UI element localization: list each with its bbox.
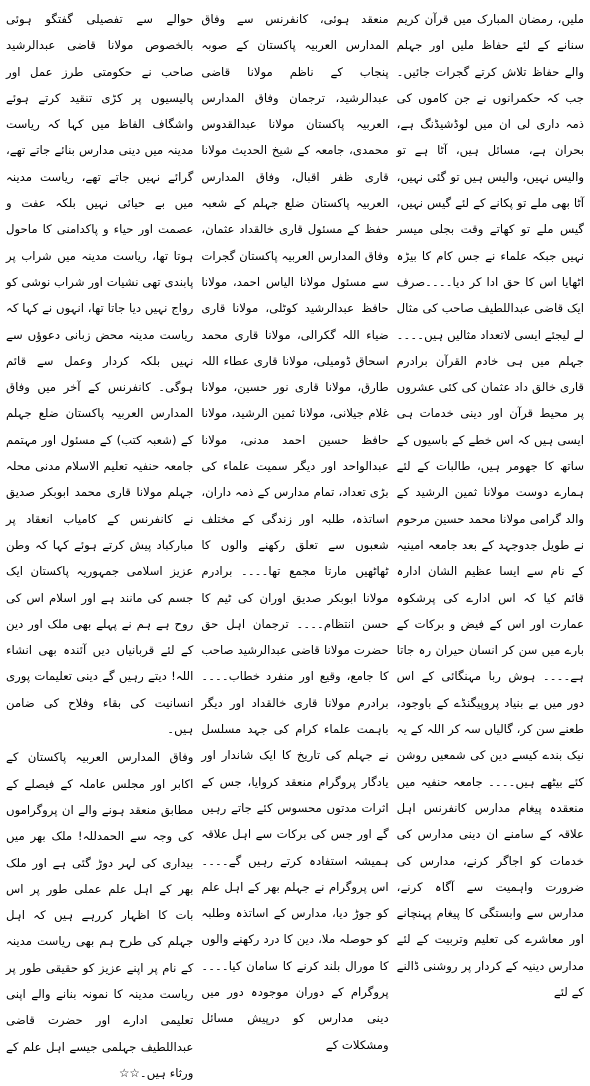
article-column-left	[6, 6, 194, 1080]
column-paragraph: منعقد ہوئی، کانفرنس سے وفاق المدارس العربیہ پاکستان کے صوبہ پنجاب کے ناظم مولانا قاضی عبدالرشید، ترجمان وفاق المدارس العربیہ پاکستان مولانا عبدالقدوس محمدی، جامعہ کے شیخ الحدیث مولانا قاری ظفر اقبال، وفاق المدارس العربیہ پاکستان ضلع جہلم کے شعبہ حفظ کے مسئول قاری خالقداد عثمان، وفاق المدارس العربیہ پاکستان گجرات سے مسئول مولانا الیاس احمد، مولانا حافظ عبدالرشید کوٹلی، مولانا قاری ضیاء اللہ گکرالی، مولانا قاری محمد اسحاق ڈومیلی، مولانا قاری عطاء اللہ طارق، مولانا قاری نور حسین، مولانا غلام جیلانی، مولانا ثمین الرشید، مولانا حافظ حسین احمد مدنی، مولانا عبدالواحد اور دیگر سمیت علماء کی بڑی تعداد، تمام مدارس کے ذمہ داران، اساتذہ، طلبہ اور زندگی کے مختلف شعبوں سے تعلق رکھنے والوں کا ٹھاٹھیں مارتا مجمع تھا۔۔۔۔ برادرم مولانا ابوبکر صدیق اوران کی ٹیم کا حسن انتظام۔۔۔۔ ترجمان اہل حق حضرت مولانا قاضی عبدالرشید صاحب کا جامع، وقیع اور منفرد خطاب۔۔۔۔ برادرم مولانا قاری خالقداد اور دیگر باہمت علماء کرام کی جہد مسلسل نے جہلم کی تاریخ کا ایک شاندار اور یادگار پروگرام منعقد کروایا، جس کے اثرات مدتوں محسوس کئے جاتے رہیں گے اور جس کی برکات سے اہل علاقہ ہمیشہ استفادہ کرتے رہیں گے۔۔۔۔ اس پروگرام نے جہلم بھر کے اہل علم کو جوڑ دیا، مدارس کے اساتذہ وطلبہ کو حوصلہ ملا، دین کا درد رکھنے والوں کا مورال بلند کرنے کا سامان کیا۔۔۔۔ پروگرام کے دوران موجودہ دور میں دینی مدارس کو درپیش مسائل ومشکلات کے	[201, 12, 389, 1052]
article-column-right	[396, 6, 584, 999]
column-paragraph: ملیں، رمضان المبارک میں قرآن کریم سنانے کے لئے حفاظ ملیں اور جہلم والے حفاظ تلاش کرتے گجرات جائیں۔ جب کہ حکمرانوں نے جن کاموں کی ذمہ داری لی ان میں لوڈشیڈنگ ہے، بحران ہے، مسائل ہیں، آٹا ہے تو والیس نہیں، والیس ہیں تو گئی نہیں، آٹا بھی ملے تو پکانے کے لئے گیس نہیں، گیس ملے تو کھاتے وقت بجلی میسر نہیں جبکہ علماء نے جس کام کا بیڑہ اٹھایا اس کا حق ادا کر دیا۔۔۔۔صرف ایک قاضی عبداللطیف صاحب کی مثال لے لیجئے ایسی لاتعداد مثالیں ہیں۔۔۔۔ جہلم میں ہی خادم القرآن برادرم قاری خالق داد عثمان کی کئی عشروں پر محیط قرآن اور دینی خدمات ہی ایسی ہیں کہ اس خطے کے باسیوں کے ساتھ کا جھومر ہیں، طالبات کے لئے ہمارے دوست مولانا ثمین الرشید کے والد گرامی مولانا محمد حسین مرحوم نے طویل جدوجہد کے بعد جامعہ امینیہ کے نام سے ایسا عظیم الشان ادارہ قائم کیا کہ اس ادارے کی پرشکوہ عمارت اور اس کے فیض و برکات کے بارے میں سن کر انسان حیران رہ جاتا ہے۔۔۔۔ ہوش ربا مہنگائی کے اس دور میں بے بنیاد پروپیگنڈے کے باوجود، طعنے سن کر، گالیاں سہ کر اللہ کے یہ نیک بندے کیسے دین کی شمعیں روشن کئے بیٹھے ہیں۔۔۔۔ جامعہ حنفیہ میں منعقدہ پیغام مدارس کانفرنس اہل علاقہ کے سامنے ان دینی مدارس کی خدمات کو اجاگر کرنے، مدارس کی ضرورت واہمیت سے آگاہ کرنے، مدارس سے وابستگی کا پیغام پہنچانے اور معاشرے کی تعلیم وتربیت کے لئے مدارس دینیہ کے کردار پر روشنی ڈالنے کے لئے	[396, 12, 584, 999]
column-paragraph: وفاق المدارس العربیہ پاکستان کے اکابر اور مجلس عاملہ کے فیصلے کے مطابق منعقد ہونے والے ان پروگراموں کی وجہ سے الحمدللہ! ملک بھر میں بیداری کی لہر دوڑ گئی ہے اور ملک بھر کے اہل علم عملی طور پر اس بات کا اظہار کررہے ہیں کہ اہل جہلم کی طرح ہم بھی ریاست مدینہ کے نام پر اپنے عزیز کو حقیقی طور پر ریاست مدینہ کا نمونہ بنانے والے اپنی تعلیمی ادارے اور حضرت قاضی عبداللطیف جہلمی جیسے اہل علم کے ورثاء ہیں۔☆☆	[6, 750, 194, 1080]
column-paragraph: حوالے سے تفصیلی گفتگو ہوئی بالخصوص مولانا قاضی عبدالرشید صاحب نے حکومتی طرز عمل اور پالیسیوں پر کڑی تنقید کرتے ہوئے واشگاف الفاظ میں کہا کہ ریاست مدینہ میں دینی مدارس بنائے جاتے تھے، گرائے نہیں جاتے تھے، ریاست مدینہ میں بے حیائی نہیں بلکہ عفت و عصمت اور حیاء و پاکدامنی کا ماحول ہوتا تھا، ریاست مدینہ میں شراب پر پابندی تھی نشیات اور شراب نوشی کو رواج نہیں دیا جاتا تھا، انہوں نے کہا کہ ریاست مدینہ محض زبانی دعوؤں سے نہیں بلکہ کردار وعمل سے قائم ہوگی۔ کانفرنس کے آخر میں وفاق المدارس العربیہ پاکستان ضلع جہلم کے (شعبہ کتب) کے مسئول اور مہتمم جامعہ حنفیہ تعلیم الاسلام مدنی محلہ جہلم مولانا قاری محمد ابوبکر صدیق نے کانفرنس کے کامیاب انعقاد پر مبارکباد پیش کرتے ہوئے کہا کہ وطن عزیز اسلامی جمہوریہ پاکستان ایک جسم کی مانند ہے اور اسلام اس کی روح ہے ہم نے پہلے بھی ملک اور دین کے لئے قربانیاں دیں آئندہ بھی انشاء اللہ! دیتے رہیں گے دینی تعلیمات پوری انسانیت کی بقاء وفلاح کی ضامن ہیں۔	[6, 12, 194, 737]
article-column-middle	[201, 6, 389, 1052]
